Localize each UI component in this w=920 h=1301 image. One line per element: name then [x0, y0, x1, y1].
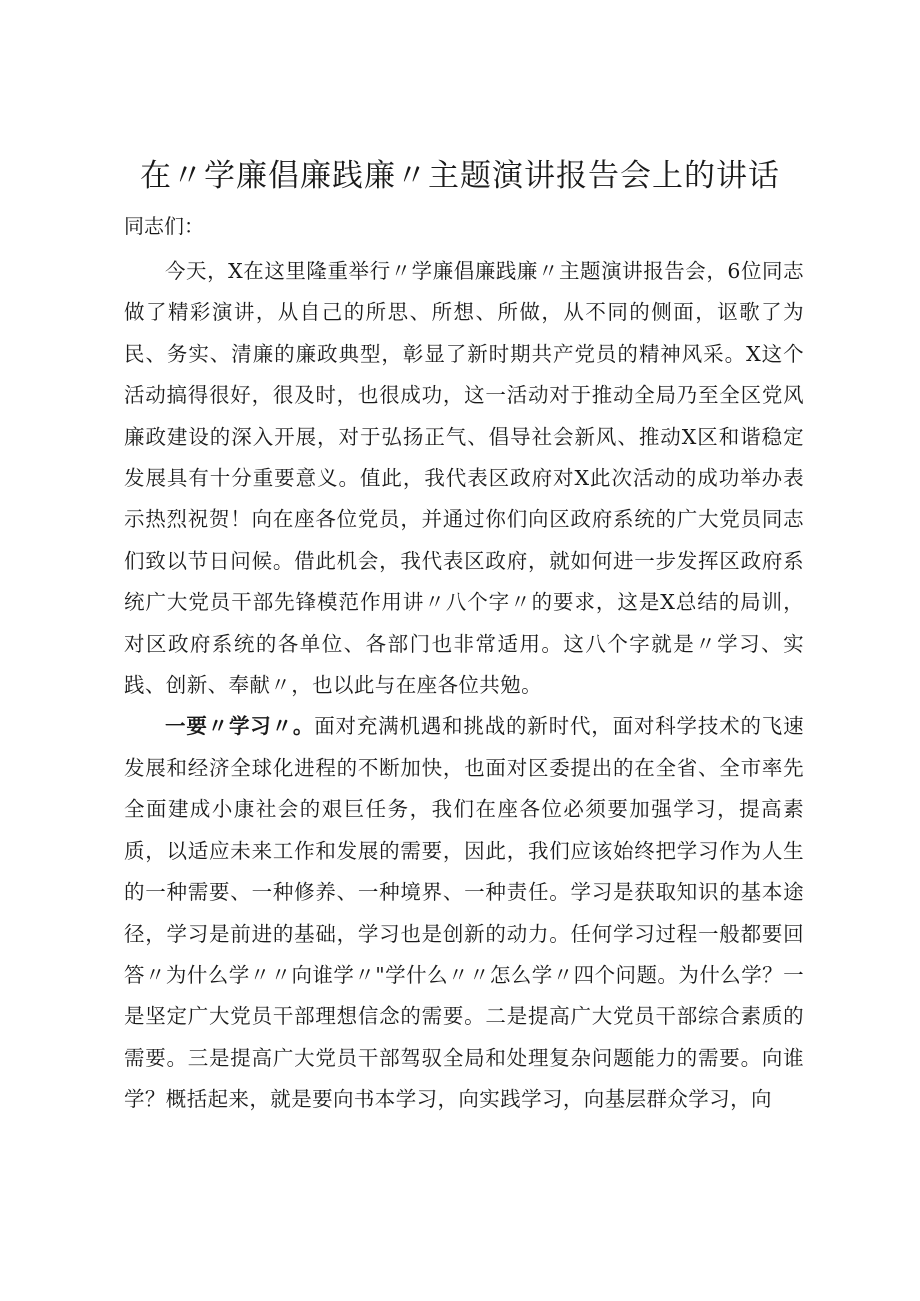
- paragraph-learning: [124, 706, 804, 1120]
- document-body: [124, 251, 804, 1121]
- paragraph-text: 今天，X在这里隆重举行〃学廉倡廉践廉〃主题演讲报告会，6位同志做了精彩演讲，从自己的所思、所想、所做，从不同的侧面，讴歌了为民、务实、清廉的廉政典型，彰显了新时期共产党员的精神风采。X这个活动搞得很好，很及时，也很成功，这一活动对于推动全局乃至全区党风廉政建设的深入开展，对于弘扬正气、倡导社会新风、推动X区和谐稳定发展具有十分重要意义。值此，我代表区政府对X此次活动的成功举办表示热烈祝贺！向在座各位党员，并通过你们向区政府系统的广大党员同志们致以节日问候。借此机会，我代表区政府，就如何进一步发挥区政府系统广大党员干部先锋模范作用讲〃八个字〃的要求，这是X总结的局训，对区政府系统的各单位、各部门也非常适用。这八个字就是〃学习、实践、创新、奉献〃，也以此与在座各位共勉。: [124, 259, 804, 698]
- document-title: 在〃学廉倡廉践廉〃主题演讲报告会上的讲话: [140, 158, 780, 194]
- paragraph-opening: [124, 251, 804, 706]
- paragraph-text: 面对充满机遇和挑战的新时代，面对科学技术的飞速发展和经济全球化进程的不断加快，也面对区委提出的在全省、全市率先全面建成小康社会的艰巨任务，我们在座各位必须要加强学习，提高素质，以适应未来工作和发展的需要，因此，我们应该始终把学习作为人生的一种需要、一种修养、一种境界、一种责任。学习是获取知识的基本途径，学习是前进的基础，学习也是创新的动力。任何学习过程一般都要回答〃为什么学〃〃向谁学〃"学什么〃〃怎么学〃四个问题。为什么学？一是坚定广大党员干部理想信念的需要。二是提高广大党员干部综合素质的需要。三是提高广大党员干部驾驭全局和处理复杂问题能力的需要。向谁学？概括起来，就是要向书本学习，向实践学习，向基层群众学习，向: [124, 714, 804, 1112]
- paragraph-heading: 一要〃学习〃。: [165, 714, 315, 739]
- salutation: 同志们：: [124, 214, 204, 238]
